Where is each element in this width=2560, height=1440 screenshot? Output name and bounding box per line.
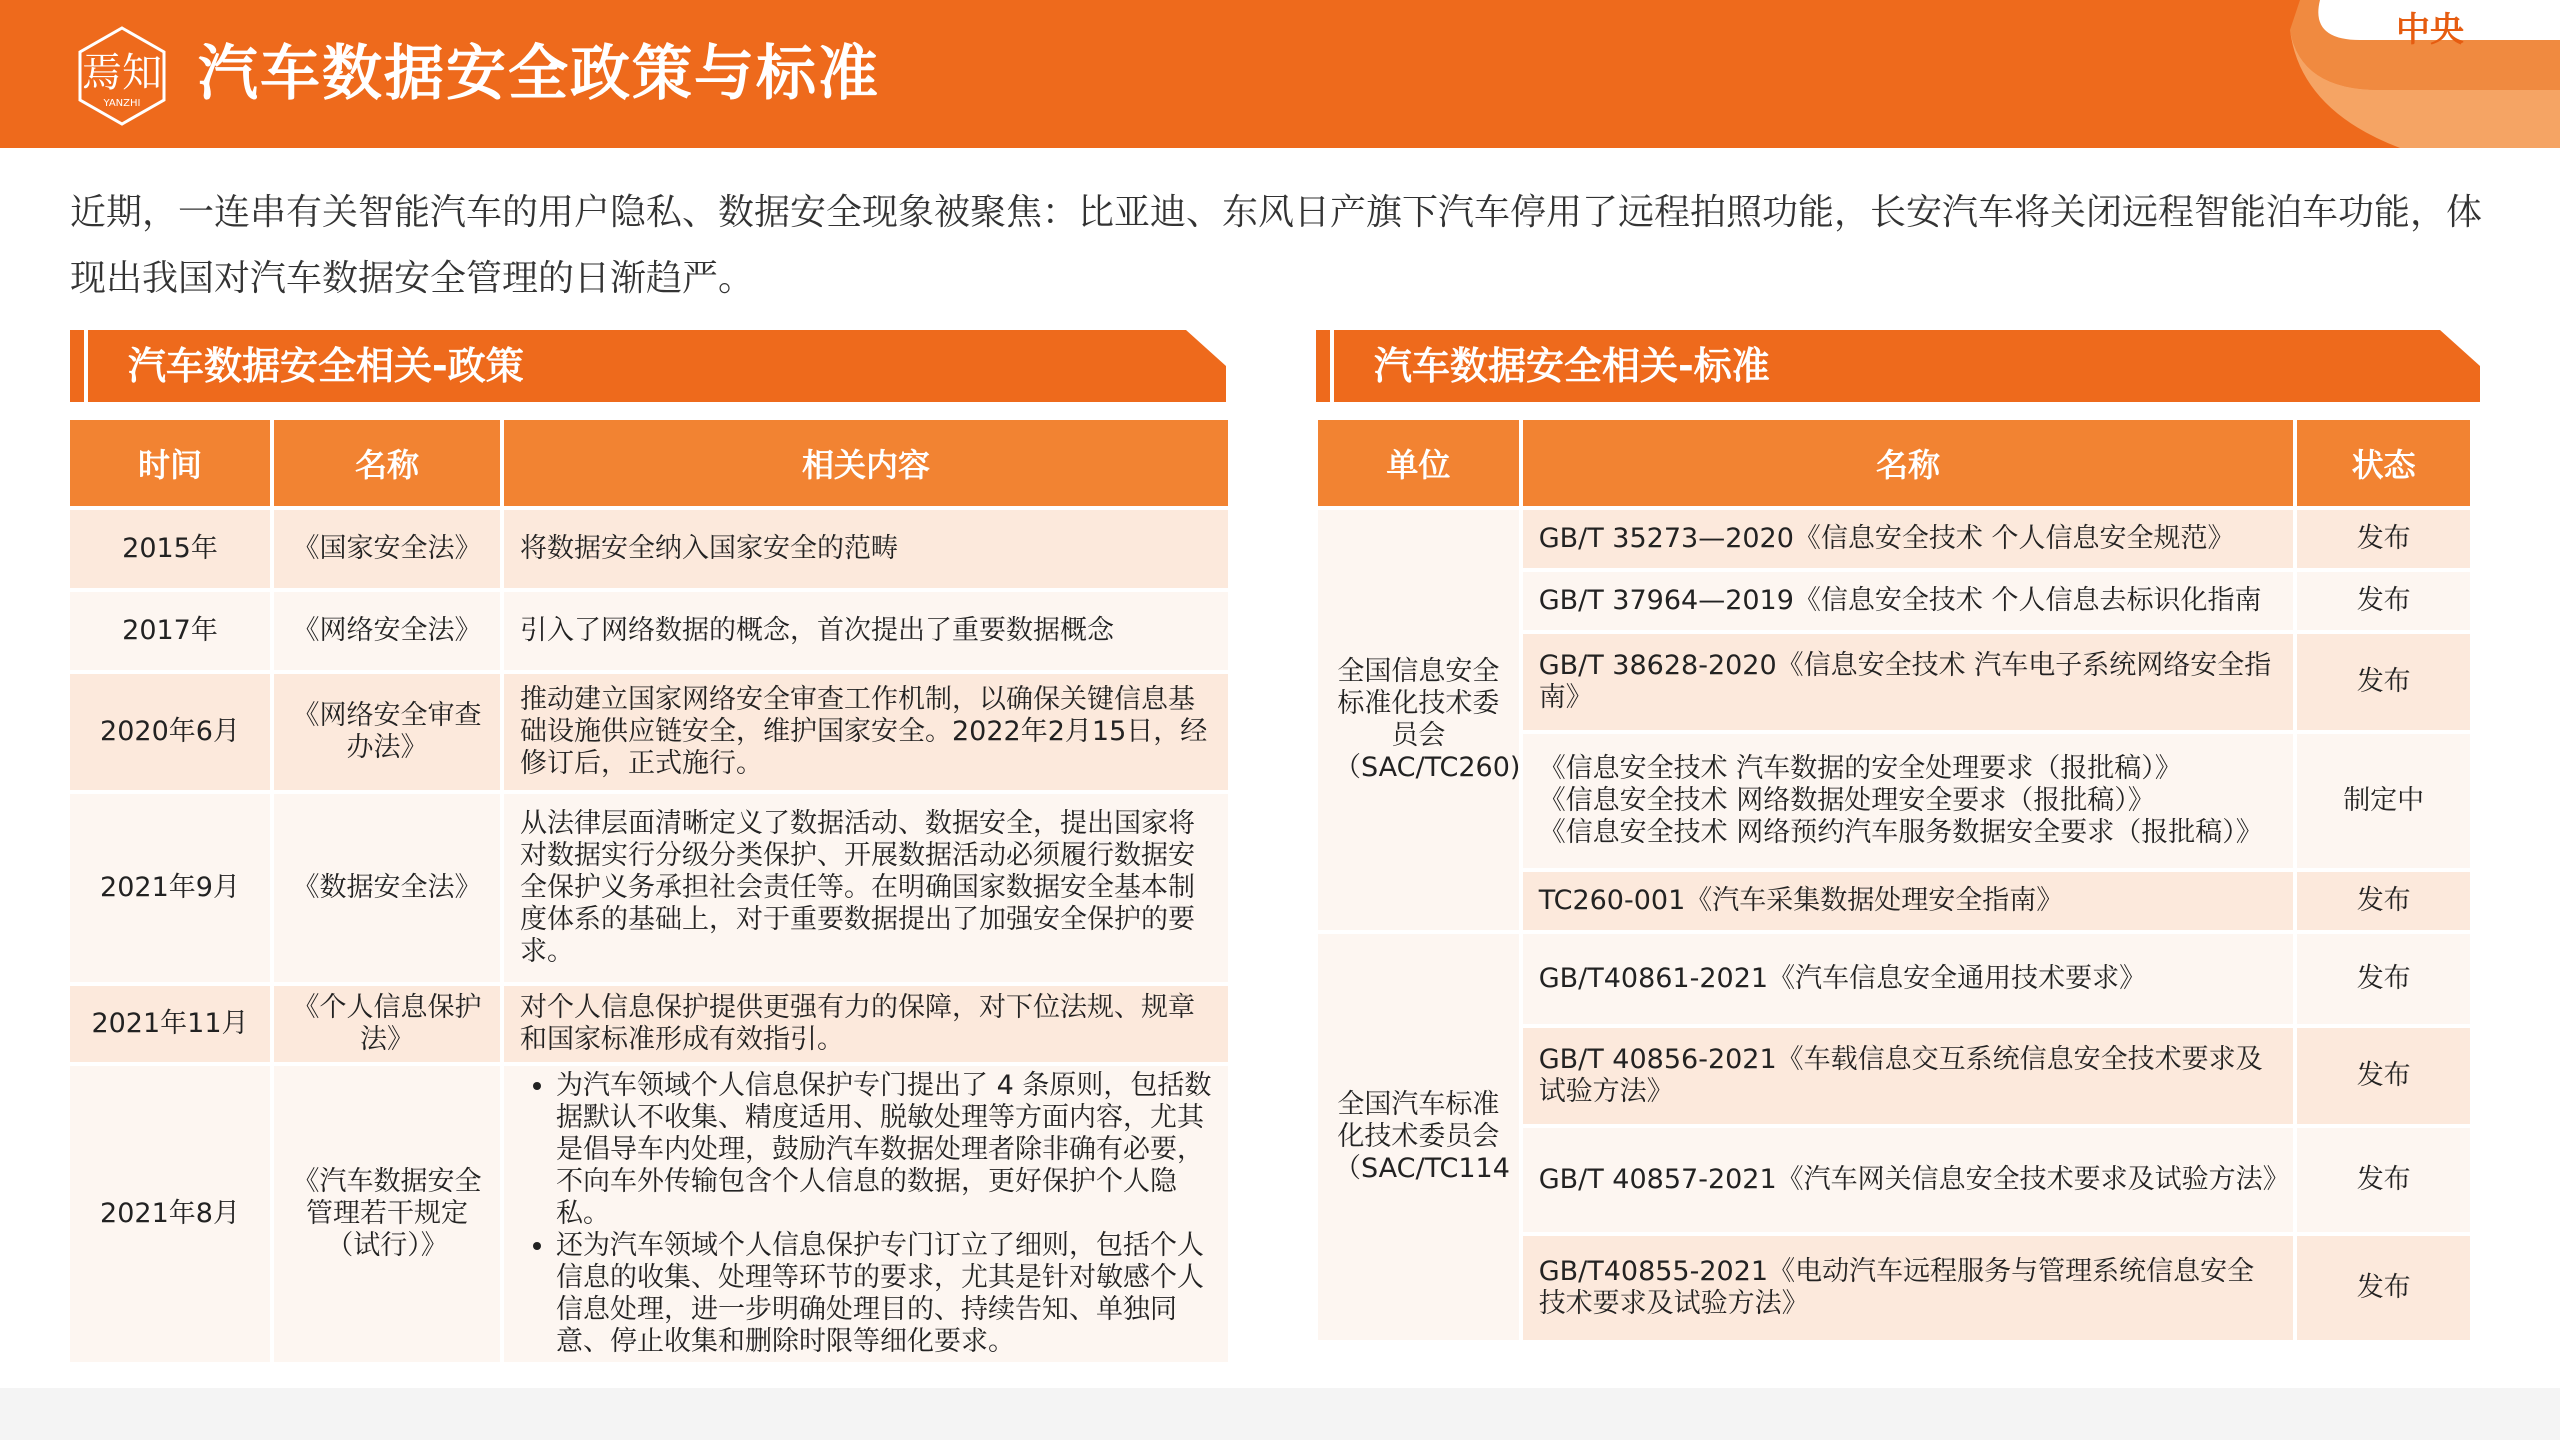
standard-name-line: 《信息安全技术 网络预约汽车服务数据安全要求（报批稿）》: [1538, 817, 2263, 848]
standard-name-line: 《信息安全技术 网络数据处理安全要求（报批稿）》: [1538, 785, 2155, 816]
col-header-content: 相关内容: [504, 420, 1228, 506]
standard-status: 发布: [2297, 634, 2470, 730]
standard-name: GB/T 40856-2021《车载信息交互系统信息安全技术要求及试验方法》: [1523, 1028, 2294, 1124]
svg-text:焉知: 焉知: [82, 50, 162, 96]
unit-cell: 全国信息安全标准化技术委员会（SAC/TC260): [1318, 510, 1519, 930]
brand-logo: [72, 26, 172, 126]
policy-name: 《汽车数据安全管理若干规定（试行）》: [274, 1066, 500, 1362]
policy-content: 推动建立国家网络安全审查工作机制，以确保关键信息基础设施供应链安全，维护国家安全。2022年2月15日，经修订后，正式施行。: [504, 674, 1228, 790]
standard-status: 发布: [2297, 1236, 2470, 1340]
header-bar: [0, 0, 2560, 148]
ribbon-label: 中央: [2396, 10, 2464, 50]
standard-name: GB/T40861-2021《汽车信息安全通用技术要求》: [1523, 934, 2294, 1024]
standard-status: 发布: [2297, 510, 2470, 568]
standard-status: 发布: [2297, 872, 2470, 930]
policy-content: 引入了网络数据的概念，首次提出了重要数据概念: [504, 592, 1228, 670]
table-row: [70, 592, 1228, 670]
policy-section-title: 汽车数据安全相关-政策: [128, 344, 524, 388]
policy-time: 2017年: [70, 592, 270, 670]
policy-section-heading: [70, 330, 1226, 402]
standard-name: GB/T 38628-2020《信息安全技术 汽车电子系统网络安全指南》: [1523, 634, 2294, 730]
page-title: 汽车数据安全政策与标准: [198, 39, 880, 109]
policy-time: 2021年9月: [70, 794, 270, 982]
table-row: [1318, 934, 2470, 1024]
standard-name: TC260-001《汽车采集数据处理安全指南》: [1523, 872, 2294, 930]
policy-time: 2021年11月: [70, 986, 270, 1062]
policy-bullet: • 为汽车领域个人信息保护专门提出了 4 条原则，包括数据默认不收集、精度适用、脱敏处理等方面内容，尤其是倡导车内处理，鼓励汽车数据处理者除非确有必要，不向车外传输包含个人信息的数据，更好保护个人隐私。: [556, 1070, 1212, 1230]
policy-name: 《数据安全法》: [274, 794, 500, 982]
table-row: [70, 794, 1228, 982]
col-header-standard-name: 名称: [1523, 420, 2294, 506]
col-header-time: 时间: [70, 420, 270, 506]
standard-status: 发布: [2297, 1028, 2470, 1124]
standard-status: 制定中: [2297, 734, 2470, 868]
table-row: [70, 510, 1228, 588]
standard-status: 发布: [2297, 572, 2470, 630]
footer-strip: [0, 1388, 2560, 1440]
col-header-unit: 单位: [1318, 420, 1519, 506]
standard-name: [1523, 734, 2294, 868]
table-row: [70, 674, 1228, 790]
standard-name: GB/T40855-2021《电动汽车远程服务与管理系统信息安全技术要求及试验方法》: [1523, 1236, 2294, 1340]
table-row: [70, 1066, 1228, 1362]
svg-text:YANZHI: YANZHI: [103, 98, 141, 109]
standard-table: [1314, 416, 2474, 1344]
standard-section-title: 汽车数据安全相关-标准: [1374, 344, 1770, 388]
policy-time: 2015年: [70, 510, 270, 588]
policy-name: 《个人信息保护法》: [274, 986, 500, 1062]
policy-bullet: • 还为汽车领域个人信息保护专门订立了细则，包括个人信息的收集、处理等环节的要求，尤其是针对敏感个人信息处理，进一步明确处理目的、持续告知、单独同意、停止收集和删除时限等细化要求。: [556, 1230, 1212, 1358]
standard-status: 发布: [2297, 1128, 2470, 1232]
unit-cell: 全国汽车标准化技术委员会（SAC/TC114: [1318, 934, 1519, 1340]
policy-name: 《网络安全审查办法》: [274, 674, 500, 790]
table-row: [70, 986, 1228, 1062]
col-header-status: 状态: [2297, 420, 2470, 506]
standard-name: GB/T 35273—2020《信息安全技术 个人信息安全规范》: [1523, 510, 2294, 568]
standard-name: GB/T 40857-2021《汽车网关信息安全技术要求及试验方法》: [1523, 1128, 2294, 1232]
policy-name: 《国家安全法》: [274, 510, 500, 588]
policy-table: [66, 416, 1232, 1366]
col-header-name: 名称: [274, 420, 500, 506]
policy-name: 《网络安全法》: [274, 592, 500, 670]
table-row: [1318, 510, 2470, 568]
policy-content: 从法律层面清晰定义了数据活动、数据安全，提出国家将对数据实行分级分类保护、开展数据活动必须履行数据安全保护义务承担社会责任等。在明确国家数据安全基本制度体系的基础上，对于重要数据提出了加强安全保护的要求。: [504, 794, 1228, 982]
policy-time: 2021年8月: [70, 1066, 270, 1362]
policy-time: 2020年6月: [70, 674, 270, 790]
standard-status: 发布: [2297, 934, 2470, 1024]
policy-content: 对个人信息保护提供更强有力的保障，对下位法规、规章和国家标准形成有效指引。: [504, 986, 1228, 1062]
standard-section-heading: [1316, 330, 2480, 402]
standard-name: GB/T 37964—2019《信息安全技术 个人信息去标识化指南: [1523, 572, 2294, 630]
intro-paragraph: 近期，一连串有关智能汽车的用户隐私、数据安全现象被聚焦：比亚迪、东风日产旗下汽车停用了远程拍照功能，长安汽车将关闭远程智能泊车功能，体现出我国对汽车数据安全管理的日渐趋严。: [70, 192, 2483, 299]
policy-content: [504, 1066, 1228, 1362]
standard-name-line: 《信息安全技术 汽车数据的安全处理要求（报批稿）》: [1538, 753, 2182, 784]
policy-content: 将数据安全纳入国家安全的范畴: [504, 510, 1228, 588]
